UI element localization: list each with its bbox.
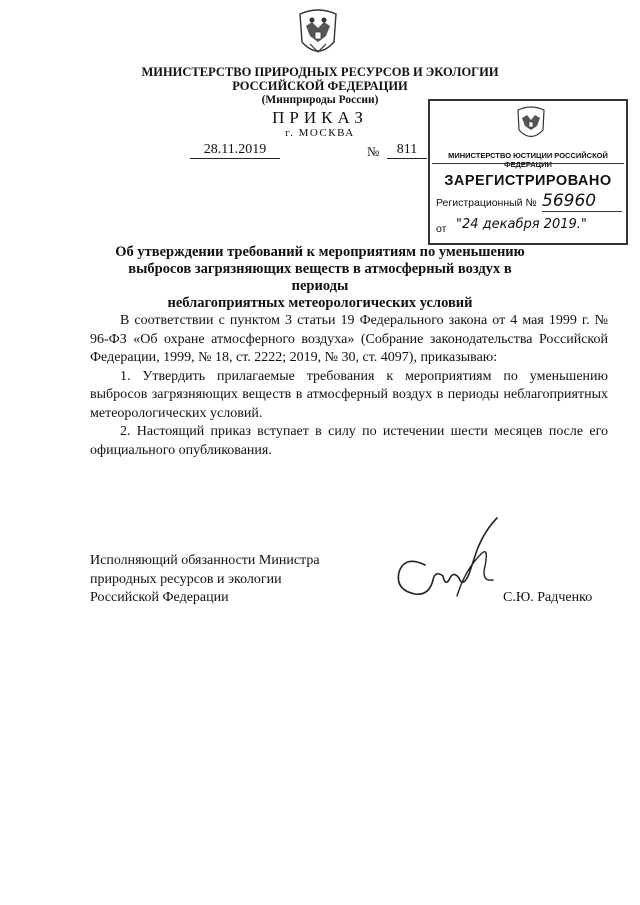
stamp-ministry: МИНИСТЕРСТВО ЮСТИЦИИ РОССИЙСКОЙ ФЕДЕРАЦИИ <box>448 151 608 169</box>
ministry-short-name: (Минприроды России) <box>261 94 379 106</box>
stamp-divider <box>432 163 624 164</box>
position-line-2: природных ресурсов и экологии <box>90 571 282 587</box>
coat-of-arms-icon <box>515 105 547 145</box>
stamp-title: ЗАРЕГИСТРИРОВАНО <box>444 173 612 189</box>
document-type: ПРИКАЗ <box>272 108 368 127</box>
clause-2: 2. Настоящий приказ вступает в силу по истечении шести месяцев после его официального опубликования. <box>90 424 608 458</box>
document-body <box>90 312 608 460</box>
position-line-1: Исполняющий обязанности Министра <box>90 553 320 568</box>
position-line-3: Российской Федерации <box>90 590 229 605</box>
coat-of-arms-icon <box>296 8 340 62</box>
number-sign: № <box>367 144 380 159</box>
order-date: 28.11.2019 <box>190 142 280 159</box>
stamp-date-prefix: от <box>436 223 447 235</box>
registration-stamp <box>428 99 628 245</box>
clause-1: 1. Утвердить прилагаемые требования к мероприятиям по уменьшению выбросов загрязняющих веществ в атмосферный воздух в периоды неблагоприятных метеорологических условий. <box>90 368 608 421</box>
order-number: 811 <box>387 142 427 159</box>
stamp-reg-label: Регистрационный № <box>436 197 537 209</box>
document-title <box>100 244 540 312</box>
stamp-date: "24 декабря 2019." <box>456 217 587 232</box>
ministry-name-line2: РОССИЙСКОЙ ФЕДЕРАЦИИ <box>232 79 408 93</box>
ministry-name-line1: МИНИСТЕРСТВО ПРИРОДНЫХ РЕСУРСОВ И ЭКОЛОГИИ <box>141 65 499 79</box>
signatory-position <box>90 552 370 608</box>
title-line-1: Об утверждении требований к мероприятиям по уменьшению <box>115 244 525 260</box>
city: г. МОСКВА <box>285 127 355 139</box>
stamp-reg-number: 56960 <box>542 191 622 212</box>
title-line-3: неблагоприятных метеорологических условий <box>167 295 473 311</box>
signatory-name: С.Ю. Радченко <box>503 590 593 605</box>
title-line-2: выбросов загрязняющих веществ в атмосферный воздух в периоды <box>128 261 512 294</box>
preamble-paragraph: В соответствии с пунктом 3 статьи 19 Федерального закона от 4 мая 1999 г. № 96-ФЗ «Об охране атмосферного воздуха» (Собрание законодательства Российской Федерации, 1999, № 18, ст. 2222; 2019, № 30, ст. 4097), приказываю: <box>90 313 608 365</box>
